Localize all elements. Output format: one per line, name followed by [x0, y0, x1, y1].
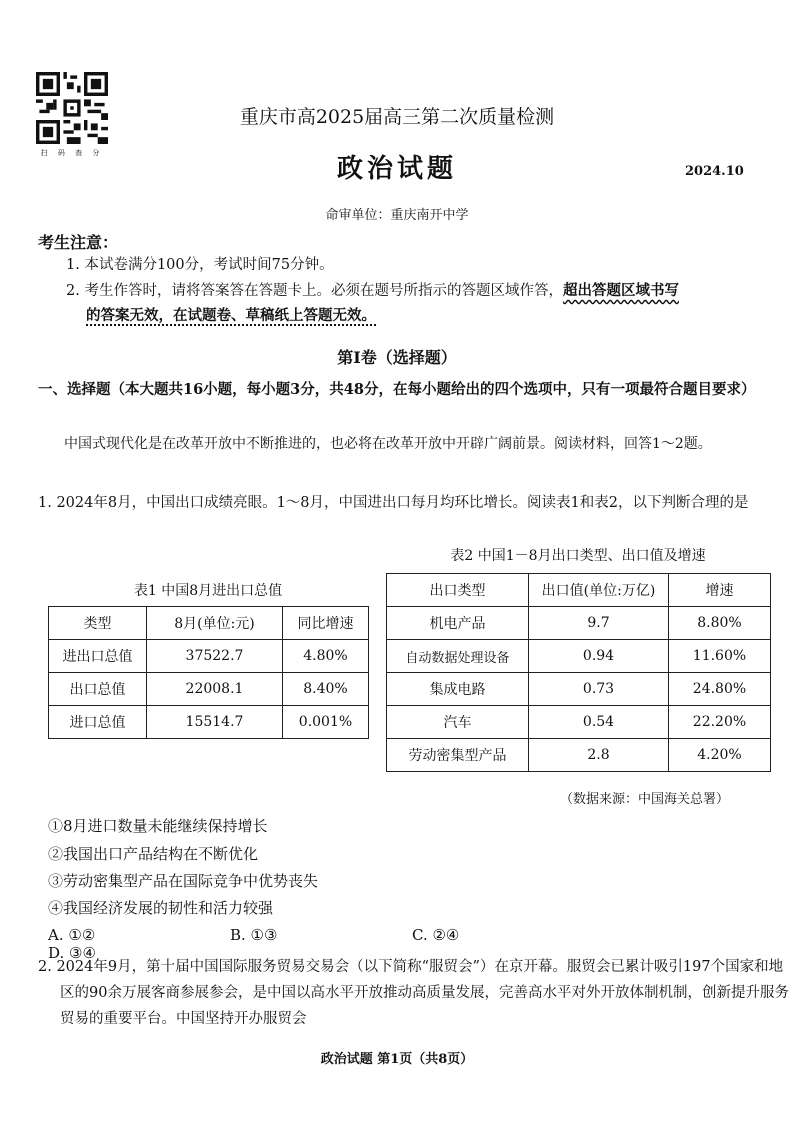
table-header-cell: 类型	[49, 607, 147, 640]
table-row	[49, 706, 369, 739]
table-cell: 22.20%	[669, 706, 771, 739]
table-cell: 4.20%	[669, 739, 771, 772]
notice-item-2-text: 2. 考生作答时，请将答案答在答题卡上。必须在题号所指示的答题区域作答，	[66, 283, 563, 299]
table-cell: 8.80%	[669, 607, 771, 640]
exam-date: 2024.10	[685, 164, 744, 179]
table-row	[387, 640, 771, 673]
question-1-stem: 1. 2024年8月，中国出口成绩亮眼。1～8月，中国进出口每月均环比增长。阅读表1和表2，以下判断合理的是	[38, 495, 749, 511]
choice-c[interactable]: C. ②④	[412, 926, 460, 944]
table-cell: 4.80%	[283, 640, 369, 673]
table-row	[387, 607, 771, 640]
table-cell: 自动数据处理设备	[387, 640, 529, 673]
notice-heading: 考生注意：	[38, 233, 119, 252]
table1-caption: 表1 中国8月进出口总值	[133, 583, 283, 599]
table-row	[387, 673, 771, 706]
statement-2: ②我国出口产品结构在不断优化	[48, 845, 259, 863]
choice-b[interactable]: B. ①③	[230, 926, 278, 944]
table-cell: 2.8	[529, 739, 669, 772]
table-cell: 劳动密集型产品	[387, 739, 529, 772]
table-cell: 0.94	[529, 640, 669, 673]
table-row	[49, 640, 369, 673]
table-cell: 出口总值	[49, 673, 147, 706]
table2	[386, 573, 771, 772]
table-cell: 22008.1	[147, 673, 283, 706]
table-cell: 0.001%	[283, 706, 369, 739]
qr-caption: 扫 码 查 分	[40, 149, 104, 157]
table-cell: 15514.7	[147, 706, 283, 739]
table-header-cell: 同比增速	[283, 607, 369, 640]
organizer: 命审单位：重庆南开中学	[325, 208, 469, 223]
table-header-row	[387, 574, 771, 607]
question-2-stem: 2. 2024年9月，第十届中国国际服务贸易交易会（以下简称“服贸会”）在京开幕。服贸会已累计吸引197个国家和地区的90余万展客商参展参会，是中国以高水平开放推动高质量发展，完善高水平对外开放体制机制，创新提升服务贸易的重要平台。中国坚持开办服贸会	[38, 959, 789, 1027]
choice-d[interactable]: D. ③④	[48, 944, 96, 962]
table-header-cell: 出口值(单位:万亿)	[529, 574, 669, 607]
material-intro: 中国式现代化是在改革开放中不断推进的，也必将在改革开放中开辟广阔前景。阅读材料，回答1～2题。	[64, 436, 712, 452]
statement-1: ①8月进口数量未能继续保持增长	[48, 817, 268, 835]
part1-heading: 一、选择题（本大题共16小题，每小题3分，共48分，在每小题给出的四个选项中，只有一项最符合题目要求）	[38, 381, 756, 398]
notice-item-2	[66, 280, 679, 302]
page-footer: 政治试题 第1页（共8页）	[320, 1052, 474, 1067]
table-cell: 11.60%	[669, 640, 771, 673]
subject-title: 政治试题	[336, 154, 457, 184]
table-header-cell: 出口类型	[387, 574, 529, 607]
table-cell: 8.40%	[283, 673, 369, 706]
exam-name: 重庆市高2025届高三第二次质量检测	[239, 106, 555, 128]
table-cell: 0.73	[529, 673, 669, 706]
table-row	[387, 706, 771, 739]
table1	[48, 606, 369, 739]
table-cell: 37522.7	[147, 640, 283, 673]
notice-item-2-emphasis-dotted: 的答案无效，在试题卷、草稿纸上答题无效。	[86, 307, 376, 324]
table-row	[49, 673, 369, 706]
table-cell: 进口总值	[49, 706, 147, 739]
table2-caption: 表2 中国1－8月出口类型、出口值及增速	[450, 548, 706, 564]
choice-a[interactable]: A. ①②	[48, 926, 96, 944]
table-cell: 进出口总值	[49, 640, 147, 673]
table-row	[387, 739, 771, 772]
table-header-cell: 8月(单位:元)	[147, 607, 283, 640]
notice-item-2-continued	[86, 305, 376, 327]
notice-item-1: 1. 本试卷满分100分，考试时间75分钟。	[66, 257, 334, 273]
table-cell: 9.7	[529, 607, 669, 640]
statement-3: ③劳动密集型产品在国际竞争中优势丧失	[48, 872, 319, 890]
table-cell: 机电产品	[387, 607, 529, 640]
table-cell: 汽车	[387, 706, 529, 739]
table-cell: 0.54	[529, 706, 669, 739]
notice-item-2-emphasis: 超出答题区域书写	[562, 282, 679, 299]
statement-4: ④我国经济发展的韧性和活力较强	[48, 899, 274, 917]
table-header-cell: 增速	[669, 574, 771, 607]
table-cell: 集成电路	[387, 673, 529, 706]
data-source: （数据来源：中国海关总署）	[560, 792, 730, 807]
table-cell: 24.80%	[669, 673, 771, 706]
table-header-row	[49, 607, 369, 640]
section-title: 第Ⅰ卷（选择题）	[337, 348, 457, 367]
